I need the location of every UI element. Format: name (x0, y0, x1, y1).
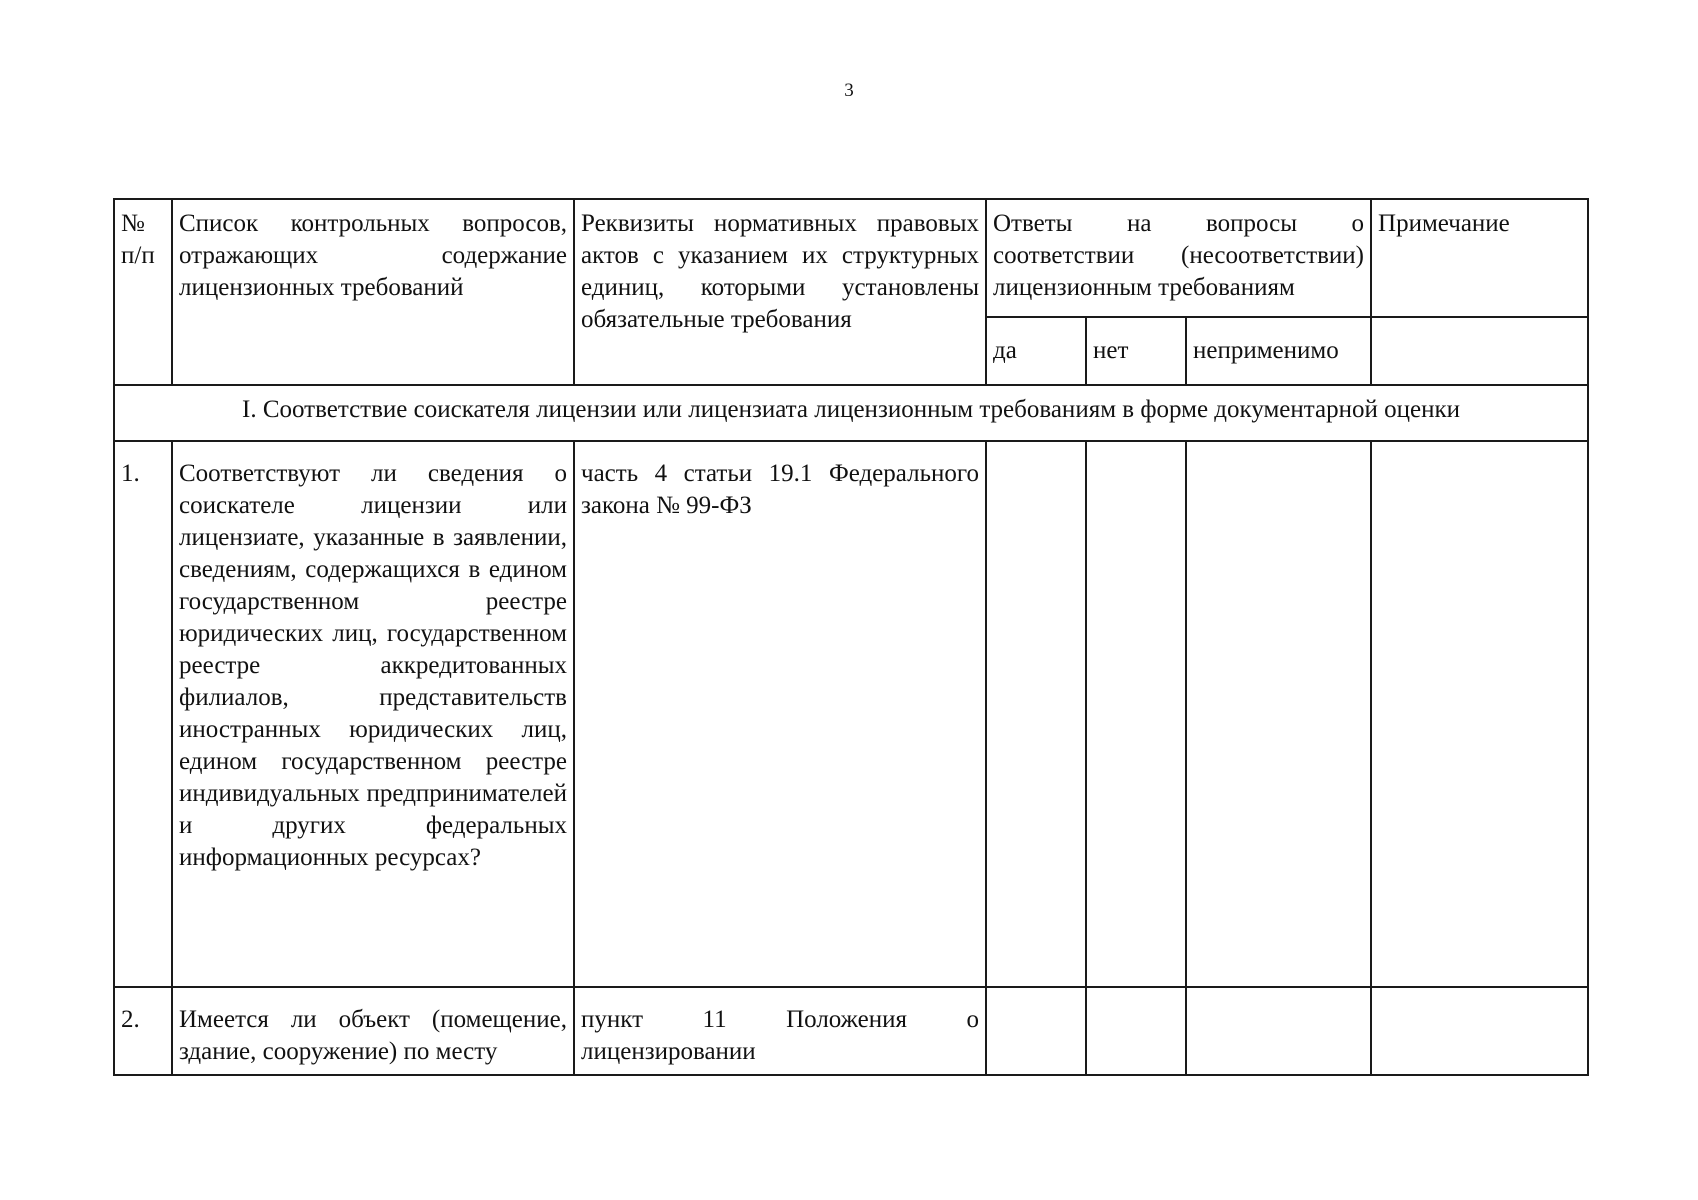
section-row (114, 385, 1588, 441)
row-answer-yes (986, 441, 1086, 987)
row-question: Соответствуют ли сведения о соискателе лицензии или лицензиате, указанные в заявлении, сведениям, содержащихся в едином государственном реестре юридических лиц, государственном реестре аккредитованных филиалов, представительств иностранных юридических лиц, едином государственном реестре индивидуальных предпринимателей и других федеральных информационных ресурсах? (172, 441, 574, 987)
row-requisite: пункт 11 Положения о лицензировании (574, 987, 986, 1075)
row-answer-no (1086, 987, 1186, 1075)
row-answer-no (1086, 441, 1186, 987)
checklist-table (113, 198, 1589, 1076)
header-row (114, 199, 1588, 317)
page-number: 3 (844, 80, 854, 101)
header-num: № п/п (114, 199, 172, 385)
header-note: Примечание (1371, 199, 1588, 317)
row-num: 1. (114, 441, 172, 987)
header-no: нет (1086, 317, 1186, 385)
row-question: Имеется ли объект (помещение, здание, сооружение) по месту (172, 987, 574, 1075)
row-note (1371, 987, 1588, 1075)
header-questions: Список контрольных вопросов, отражающих содержание лицензионных требований (172, 199, 574, 385)
header-answers: Ответы на вопросы о соответствии (несоответствии) лицензионным требованиям (986, 199, 1371, 317)
header-requisites: Реквизиты нормативных правовых актов с указанием их структурных единиц, которыми установлены обязательные требования (574, 199, 986, 385)
row-num: 2. (114, 987, 172, 1075)
header-yes: да (986, 317, 1086, 385)
row-answer-not-applicable (1186, 987, 1371, 1075)
table-row (114, 441, 1588, 987)
header-not-applicable: неприменимо (1186, 317, 1371, 385)
row-answer-yes (986, 987, 1086, 1075)
row-note (1371, 441, 1588, 987)
section-title: I. Соответствие соискателя лицензии или лицензиата лицензионным требованиям в форме документарной оценки (114, 385, 1588, 441)
header-note-empty (1371, 317, 1588, 385)
row-answer-not-applicable (1186, 441, 1371, 987)
table-row (114, 987, 1588, 1075)
row-requisite: часть 4 статьи 19.1 Федерального закона № 99-ФЗ (574, 441, 986, 987)
